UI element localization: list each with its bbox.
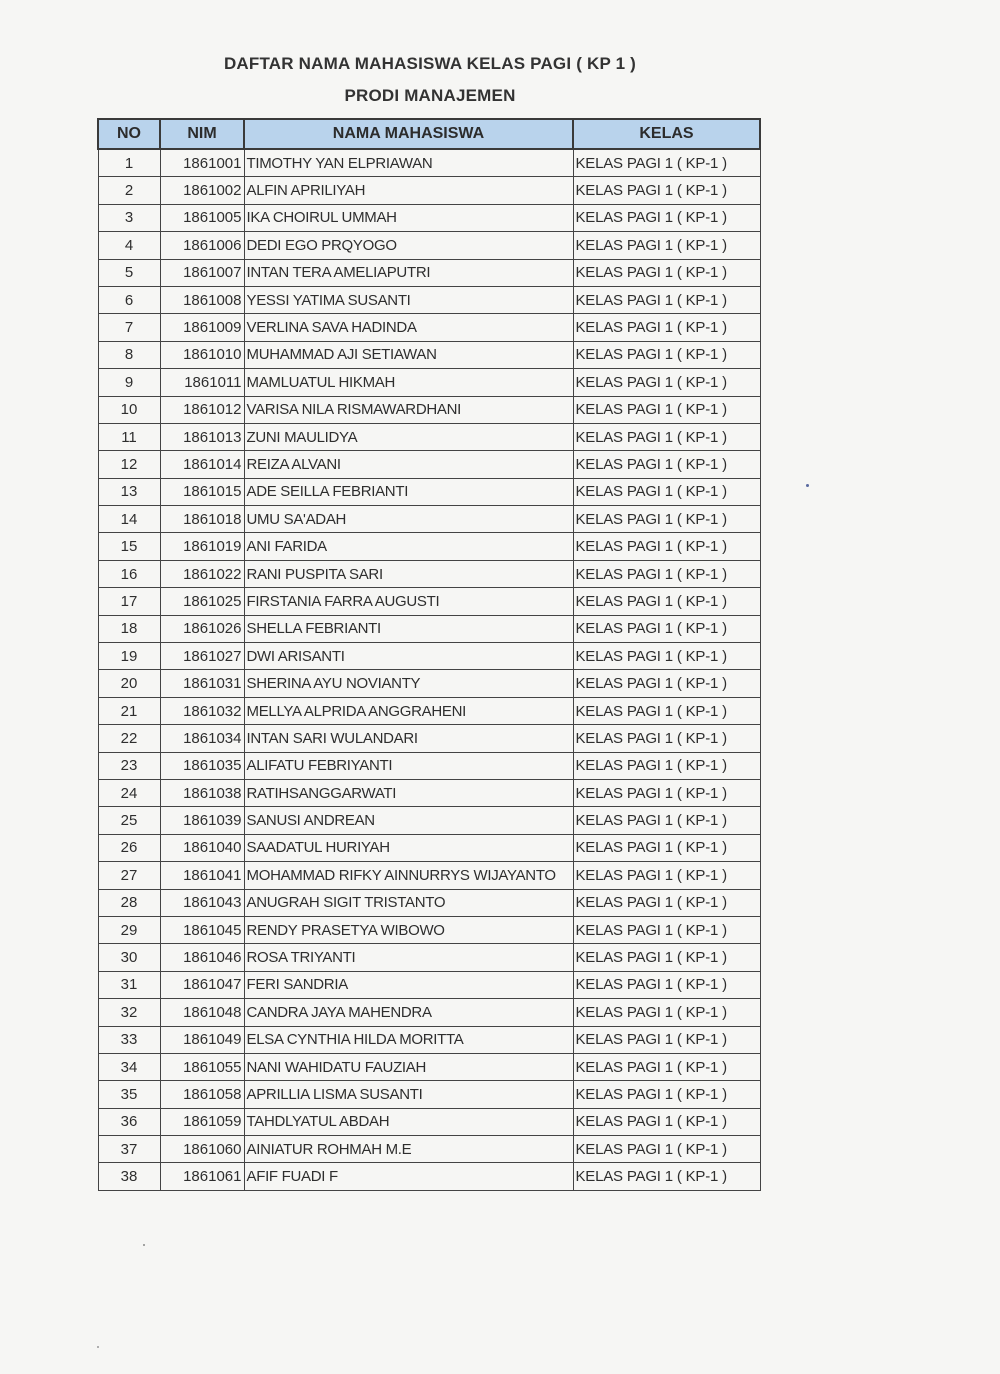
cell-kelas: KELAS PAGI 1 ( KP-1 ) <box>573 916 760 943</box>
cell-student-name: SANUSI ANDREAN <box>244 807 573 834</box>
cell-no: 14 <box>98 506 160 533</box>
cell-nim: 1861040 <box>160 834 244 861</box>
cell-no: 38 <box>98 1163 160 1190</box>
cell-kelas: KELAS PAGI 1 ( KP-1 ) <box>573 259 760 286</box>
cell-student-name: MOHAMMAD RIFKY AINNURRYS WIJAYANTO <box>244 862 573 889</box>
cell-nim: 1861043 <box>160 889 244 916</box>
cell-kelas: KELAS PAGI 1 ( KP-1 ) <box>573 369 760 396</box>
cell-nim: 1861011 <box>160 369 244 396</box>
cell-no: 7 <box>98 314 160 341</box>
table-row <box>98 259 760 286</box>
cell-kelas: KELAS PAGI 1 ( KP-1 ) <box>573 999 760 1026</box>
cell-student-name: RATIHSANGGARWATI <box>244 779 573 806</box>
table-row <box>98 533 760 560</box>
cell-nim: 1861013 <box>160 423 244 450</box>
cell-kelas: KELAS PAGI 1 ( KP-1 ) <box>573 1081 760 1108</box>
cell-nim: 1861059 <box>160 1108 244 1135</box>
table-row <box>98 971 760 998</box>
table-row <box>98 232 760 259</box>
table-row <box>98 999 760 1026</box>
cell-kelas: KELAS PAGI 1 ( KP-1 ) <box>573 1136 760 1163</box>
cell-no: 1 <box>98 149 160 177</box>
cell-no: 24 <box>98 779 160 806</box>
cell-student-name: AINIATUR ROHMAH M.E <box>244 1136 573 1163</box>
cell-student-name: MUHAMMAD AJI SETIAWAN <box>244 341 573 368</box>
table-row <box>98 916 760 943</box>
cell-student-name: FIRSTANIA FARRA AUGUSTI <box>244 588 573 615</box>
table-row <box>98 396 760 423</box>
cell-kelas: KELAS PAGI 1 ( KP-1 ) <box>573 314 760 341</box>
cell-student-name: VERLINA SAVA HADINDA <box>244 314 573 341</box>
table-row <box>98 369 760 396</box>
cell-kelas: KELAS PAGI 1 ( KP-1 ) <box>573 889 760 916</box>
cell-nim: 1861005 <box>160 204 244 231</box>
cell-kelas: KELAS PAGI 1 ( KP-1 ) <box>573 615 760 642</box>
cell-student-name: YESSI YATIMA SUSANTI <box>244 286 573 313</box>
cell-no: 35 <box>98 1081 160 1108</box>
column-header-nim: NIM <box>160 119 244 149</box>
cell-nim: 1861032 <box>160 697 244 724</box>
table-row <box>98 1136 760 1163</box>
cell-kelas: KELAS PAGI 1 ( KP-1 ) <box>573 232 760 259</box>
cell-student-name: CANDRA JAYA MAHENDRA <box>244 999 573 1026</box>
table-row <box>98 560 760 587</box>
cell-nim: 1861009 <box>160 314 244 341</box>
cell-nim: 1861002 <box>160 177 244 204</box>
cell-kelas: KELAS PAGI 1 ( KP-1 ) <box>573 752 760 779</box>
cell-nim: 1861027 <box>160 643 244 670</box>
cell-student-name: FERI SANDRIA <box>244 971 573 998</box>
cell-kelas: KELAS PAGI 1 ( KP-1 ) <box>573 643 760 670</box>
table-row <box>98 779 760 806</box>
cell-student-name: SHERINA AYU NOVIANTY <box>244 670 573 697</box>
cell-student-name: DEDI EGO PRQYOGO <box>244 232 573 259</box>
document-subtitle: PRODI MANAJEMEN <box>344 86 516 105</box>
cell-no: 16 <box>98 560 160 587</box>
scan-speck <box>97 1346 99 1348</box>
table-row <box>98 1108 760 1135</box>
cell-nim: 1861015 <box>160 478 244 505</box>
cell-nim: 1861026 <box>160 615 244 642</box>
cell-no: 29 <box>98 916 160 943</box>
cell-kelas: KELAS PAGI 1 ( KP-1 ) <box>573 1163 760 1190</box>
cell-student-name: DWI ARISANTI <box>244 643 573 670</box>
cell-student-name: MAMLUATUL HIKMAH <box>244 369 573 396</box>
cell-student-name: AFIF FUADI F <box>244 1163 573 1190</box>
cell-kelas: KELAS PAGI 1 ( KP-1 ) <box>573 177 760 204</box>
cell-no: 4 <box>98 232 160 259</box>
student-table <box>97 118 761 1191</box>
cell-nim: 1861031 <box>160 670 244 697</box>
table-row <box>98 807 760 834</box>
cell-no: 30 <box>98 944 160 971</box>
table-row <box>98 588 760 615</box>
table-row <box>98 615 760 642</box>
table-row <box>98 478 760 505</box>
cell-student-name: ZUNI MAULIDYA <box>244 423 573 450</box>
cell-no: 18 <box>98 615 160 642</box>
cell-kelas: KELAS PAGI 1 ( KP-1 ) <box>573 779 760 806</box>
cell-kelas: KELAS PAGI 1 ( KP-1 ) <box>573 697 760 724</box>
table-row <box>98 862 760 889</box>
cell-student-name: IKA CHOIRUL UMMAH <box>244 204 573 231</box>
table-row <box>98 834 760 861</box>
cell-no: 15 <box>98 533 160 560</box>
cell-student-name: SAADATUL HURIYAH <box>244 834 573 861</box>
cell-student-name: ROSA TRIYANTI <box>244 944 573 971</box>
cell-no: 28 <box>98 889 160 916</box>
cell-kelas: KELAS PAGI 1 ( KP-1 ) <box>573 807 760 834</box>
cell-kelas: KELAS PAGI 1 ( KP-1 ) <box>573 560 760 587</box>
cell-kelas: KELAS PAGI 1 ( KP-1 ) <box>573 862 760 889</box>
cell-nim: 1861058 <box>160 1081 244 1108</box>
cell-student-name: TAHDLYATUL ABDAH <box>244 1108 573 1135</box>
cell-no: 17 <box>98 588 160 615</box>
table-row <box>98 944 760 971</box>
cell-kelas: KELAS PAGI 1 ( KP-1 ) <box>573 204 760 231</box>
cell-no: 12 <box>98 451 160 478</box>
cell-kelas: KELAS PAGI 1 ( KP-1 ) <box>573 533 760 560</box>
cell-kelas: KELAS PAGI 1 ( KP-1 ) <box>573 725 760 752</box>
table-body <box>98 149 760 1190</box>
cell-nim: 1861012 <box>160 396 244 423</box>
table-row <box>98 643 760 670</box>
cell-student-name: ELSA CYNTHIA HILDA MORITTA <box>244 1026 573 1053</box>
cell-kelas: KELAS PAGI 1 ( KP-1 ) <box>573 149 760 177</box>
document-title: DAFTAR NAMA MAHASISWA KELAS PAGI ( KP 1 ) <box>223 54 637 73</box>
cell-no: 2 <box>98 177 160 204</box>
cell-kelas: KELAS PAGI 1 ( KP-1 ) <box>573 944 760 971</box>
cell-nim: 1861049 <box>160 1026 244 1053</box>
cell-no: 34 <box>98 1053 160 1080</box>
table-row <box>98 286 760 313</box>
cell-nim: 1861055 <box>160 1053 244 1080</box>
cell-student-name: ADE SEILLA FEBRIANTI <box>244 478 573 505</box>
cell-kelas: KELAS PAGI 1 ( KP-1 ) <box>573 506 760 533</box>
cell-kelas: KELAS PAGI 1 ( KP-1 ) <box>573 286 760 313</box>
cell-nim: 1861025 <box>160 588 244 615</box>
cell-nim: 1861047 <box>160 971 244 998</box>
cell-nim: 1861041 <box>160 862 244 889</box>
cell-student-name: MELLYA ALPRIDA ANGGRAHENI <box>244 697 573 724</box>
cell-nim: 1861061 <box>160 1163 244 1190</box>
table-row <box>98 725 760 752</box>
cell-nim: 1861046 <box>160 944 244 971</box>
table-row <box>98 889 760 916</box>
cell-student-name: UMU SA'ADAH <box>244 506 573 533</box>
cell-no: 13 <box>98 478 160 505</box>
table-row <box>98 1163 760 1190</box>
cell-no: 23 <box>98 752 160 779</box>
cell-student-name: ANUGRAH SIGIT TRISTANTO <box>244 889 573 916</box>
cell-nim: 1861048 <box>160 999 244 1026</box>
cell-no: 32 <box>98 999 160 1026</box>
cell-student-name: ANI FARIDA <box>244 533 573 560</box>
table-header-row <box>98 119 760 149</box>
cell-student-name: SHELLA FEBRIANTI <box>244 615 573 642</box>
column-header-no: NO <box>98 119 160 149</box>
cell-no: 6 <box>98 286 160 313</box>
table-row <box>98 451 760 478</box>
cell-nim: 1861034 <box>160 725 244 752</box>
cell-student-name: INTAN SARI WULANDARI <box>244 725 573 752</box>
table-row <box>98 423 760 450</box>
cell-no: 26 <box>98 834 160 861</box>
cell-nim: 1861010 <box>160 341 244 368</box>
cell-kelas: KELAS PAGI 1 ( KP-1 ) <box>573 588 760 615</box>
column-header-kelas: KELAS <box>573 119 760 149</box>
cell-nim: 1861008 <box>160 286 244 313</box>
cell-no: 27 <box>98 862 160 889</box>
cell-kelas: KELAS PAGI 1 ( KP-1 ) <box>573 1026 760 1053</box>
table-row <box>98 697 760 724</box>
cell-student-name: RANI PUSPITA SARI <box>244 560 573 587</box>
cell-kelas: KELAS PAGI 1 ( KP-1 ) <box>573 451 760 478</box>
cell-student-name: APRILLIA LISMA SUSANTI <box>244 1081 573 1108</box>
cell-student-name: NANI WAHIDATU FAUZIAH <box>244 1053 573 1080</box>
table-row <box>98 204 760 231</box>
table-row <box>98 1026 760 1053</box>
table-row <box>98 1053 760 1080</box>
cell-nim: 1861006 <box>160 232 244 259</box>
cell-kelas: KELAS PAGI 1 ( KP-1 ) <box>573 670 760 697</box>
cell-nim: 1861014 <box>160 451 244 478</box>
cell-kelas: KELAS PAGI 1 ( KP-1 ) <box>573 1108 760 1135</box>
cell-student-name: ALIFATU FEBRIYANTI <box>244 752 573 779</box>
cell-student-name: VARISA NILA RISMAWARDHANI <box>244 396 573 423</box>
cell-kelas: KELAS PAGI 1 ( KP-1 ) <box>573 341 760 368</box>
cell-nim: 1861039 <box>160 807 244 834</box>
table-row <box>98 314 760 341</box>
cell-nim: 1861007 <box>160 259 244 286</box>
cell-student-name: REIZA ALVANI <box>244 451 573 478</box>
cell-no: 5 <box>98 259 160 286</box>
scan-speck <box>143 1244 145 1246</box>
cell-kelas: KELAS PAGI 1 ( KP-1 ) <box>573 971 760 998</box>
cell-nim: 1861001 <box>160 149 244 177</box>
cell-no: 19 <box>98 643 160 670</box>
cell-nim: 1861019 <box>160 533 244 560</box>
cell-no: 37 <box>98 1136 160 1163</box>
table-row <box>98 506 760 533</box>
cell-no: 22 <box>98 725 160 752</box>
cell-kelas: KELAS PAGI 1 ( KP-1 ) <box>573 478 760 505</box>
cell-nim: 1861060 <box>160 1136 244 1163</box>
cell-no: 9 <box>98 369 160 396</box>
cell-student-name: RENDY PRASETYA WIBOWO <box>244 916 573 943</box>
cell-nim: 1861045 <box>160 916 244 943</box>
cell-nim: 1861035 <box>160 752 244 779</box>
cell-no: 36 <box>98 1108 160 1135</box>
cell-no: 8 <box>98 341 160 368</box>
cell-student-name: ALFIN APRILIYAH <box>244 177 573 204</box>
cell-nim: 1861038 <box>160 779 244 806</box>
cell-no: 10 <box>98 396 160 423</box>
cell-no: 3 <box>98 204 160 231</box>
cell-no: 20 <box>98 670 160 697</box>
table-row <box>98 149 760 177</box>
cell-kelas: KELAS PAGI 1 ( KP-1 ) <box>573 423 760 450</box>
cell-no: 11 <box>98 423 160 450</box>
cell-no: 21 <box>98 697 160 724</box>
cell-nim: 1861022 <box>160 560 244 587</box>
cell-kelas: KELAS PAGI 1 ( KP-1 ) <box>573 1053 760 1080</box>
column-header-name: NAMA MAHASISWA <box>244 119 573 149</box>
table-row <box>98 752 760 779</box>
cell-kelas: KELAS PAGI 1 ( KP-1 ) <box>573 834 760 861</box>
cell-no: 25 <box>98 807 160 834</box>
cell-no: 33 <box>98 1026 160 1053</box>
table-row <box>98 177 760 204</box>
table-row <box>98 1081 760 1108</box>
table-row <box>98 670 760 697</box>
cell-kelas: KELAS PAGI 1 ( KP-1 ) <box>573 396 760 423</box>
cell-no: 31 <box>98 971 160 998</box>
cell-student-name: TIMOTHY YAN ELPRIAWAN <box>244 149 573 177</box>
cell-nim: 1861018 <box>160 506 244 533</box>
cell-student-name: INTAN TERA AMELIAPUTRI <box>244 259 573 286</box>
table-row <box>98 341 760 368</box>
scan-speck <box>806 484 809 487</box>
